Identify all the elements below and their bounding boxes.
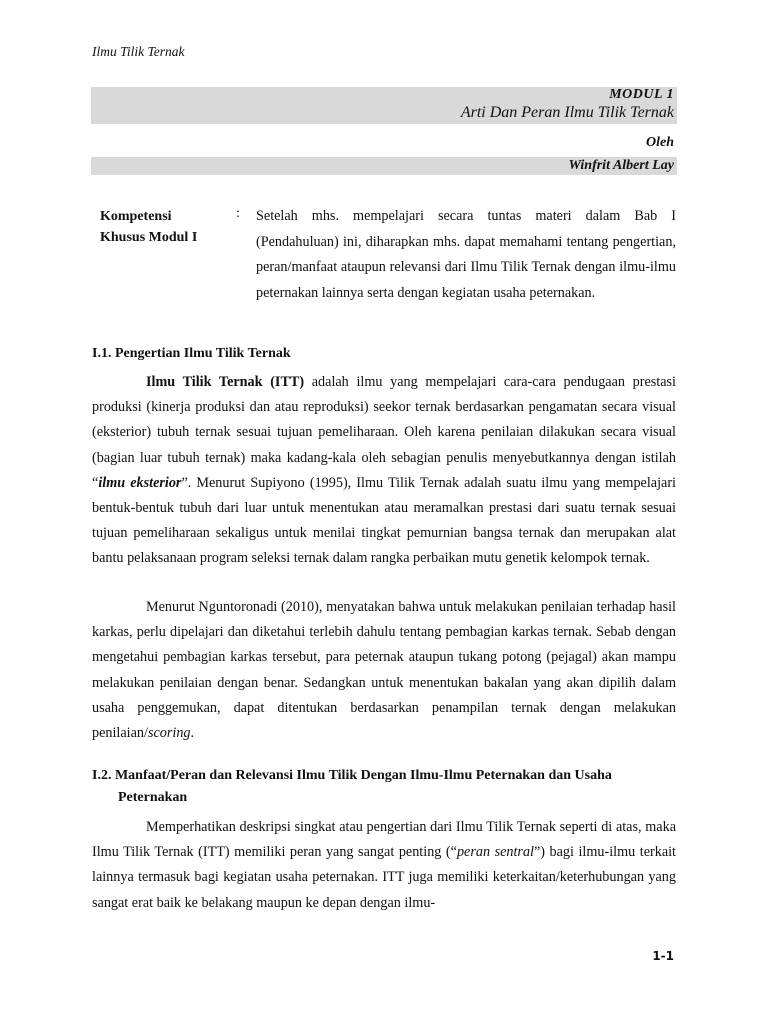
section-2-heading-line2: Peternakan [118, 790, 188, 805]
kompetensi-colon: : [236, 206, 240, 221]
kompetensi-text: Setelah mhs. mempelajari secara tuntas materi dalam Bab I (Pendahuluan) ini, diharapkan mhs. dapat memahami tentang pengertian, peran/manfaat ataupun relevansi dari Ilmu Tilik Ternak dengan ilmu-ilmu peternakan lainnya serta dengan kegiatan usaha peternakan. [256, 208, 676, 301]
module-title: Arti Dan Peran Ilmu Tilik Ternak [460, 104, 674, 121]
paragraph-peran-text-a: Memperhatikan deskripsi singkat atau pengertian dari Ilmu Tilik Ternak seperti di atas, maka Ilmu Tilik Ternak (ITT) memiliki peran yang sangat penting (“ [92, 819, 676, 861]
paragraph-karkas [92, 595, 676, 746]
section-2-heading-line1: I.2. Manfaat/Peran dan Relevansi Ilmu Tilik Dengan Ilmu-Ilmu Peternakan dan Usaha [92, 768, 612, 783]
by-label: Oleh [646, 135, 674, 150]
section-2-heading [92, 765, 682, 809]
page-number: 1-1 [652, 949, 674, 963]
peran-sentral-term: peran sentral [456, 844, 534, 861]
paragraph-definition [92, 370, 676, 572]
paragraph-karkas-text-b: . [190, 725, 195, 742]
scoring-term: scoring [147, 725, 191, 742]
kompetensi-label [100, 206, 230, 248]
itt-bold-term: Ilmu Tilik Ternak (ITT) [146, 374, 305, 390]
kompetensi-label-line2: Khusus Modul I [100, 230, 198, 245]
paragraph-peran-text-b: ”) bagi ilmu-ilmu terkait lainnya termasuk bagi kegiatan usaha peternakan. ITT juga memiliki keterkaitan/keterhubungan yang sangat erat baik ke belakang maupun ke depan dengan ilmu- [92, 844, 676, 911]
section-1-heading: I.1. Pengertian Ilmu Tilik Ternak [92, 346, 291, 361]
running-header: Ilmu Tilik Ternak [92, 44, 185, 59]
module-label: MODUL 1 [609, 87, 674, 102]
author-name: Winfrit Albert Lay [568, 158, 674, 173]
paragraph-definition-text-b: ”. Menurut Supiyono (1995), Ilmu Tilik Ternak adalah suatu ilmu yang mempelajari bentuk-bentuk tubuh dari luar untuk menentukan atau meramalkan prestasi dari suatu ternak sesuai tujuan pemeliharaan sekaligus untuk menilai tingkat pemurnian bangsa ternak dan merupakan alat bantu pelaksanaan program seleksi ternak dalam rangka perbaikan mutu genetik kelompok ternak. [92, 474, 676, 567]
paragraph-peran [92, 815, 676, 916]
ilmu-eksterior-term: ilmu eksterior [98, 474, 182, 491]
paragraph-karkas-text-a: Menurut Nguntoronadi (2010), menyatakan bahwa untuk melakukan penilaian terhadap hasil karkas, perlu dipelajari dan diketahui terlebih dahulu tentang pembagian karkas ternak. Sebab dengan mengetahui pembagian karkas tersebut, para peternak ataupun tukang potong (pejagal) akan mampu melakukan penilaian dengan benar. Sedangkan untuk menentukan bakalan yang akan dipilih dalam usaha penggemukan, dapat ditentukan berdasarkan penampilan ternak dengan melakukan penilaian/ [92, 599, 676, 742]
kompetensi-label-line1: Kompetensi [100, 209, 172, 224]
paragraph-definition-text-a: adalah ilmu yang mempelajari cara-cara pendugaan prestasi produksi (kinerja produksi dan atau reproduksi) seekor ternak berdasarkan pengamatan secara visual (eksterior) tubuh ternak sesuai tujuan pemeliharaan. Oleh karena penilaian dilakukan secara visual (bagian luar tubuh ternak) maka kadang-kala oleh sebagian penulis menyebutkannya dengan istilah “ [92, 374, 676, 491]
